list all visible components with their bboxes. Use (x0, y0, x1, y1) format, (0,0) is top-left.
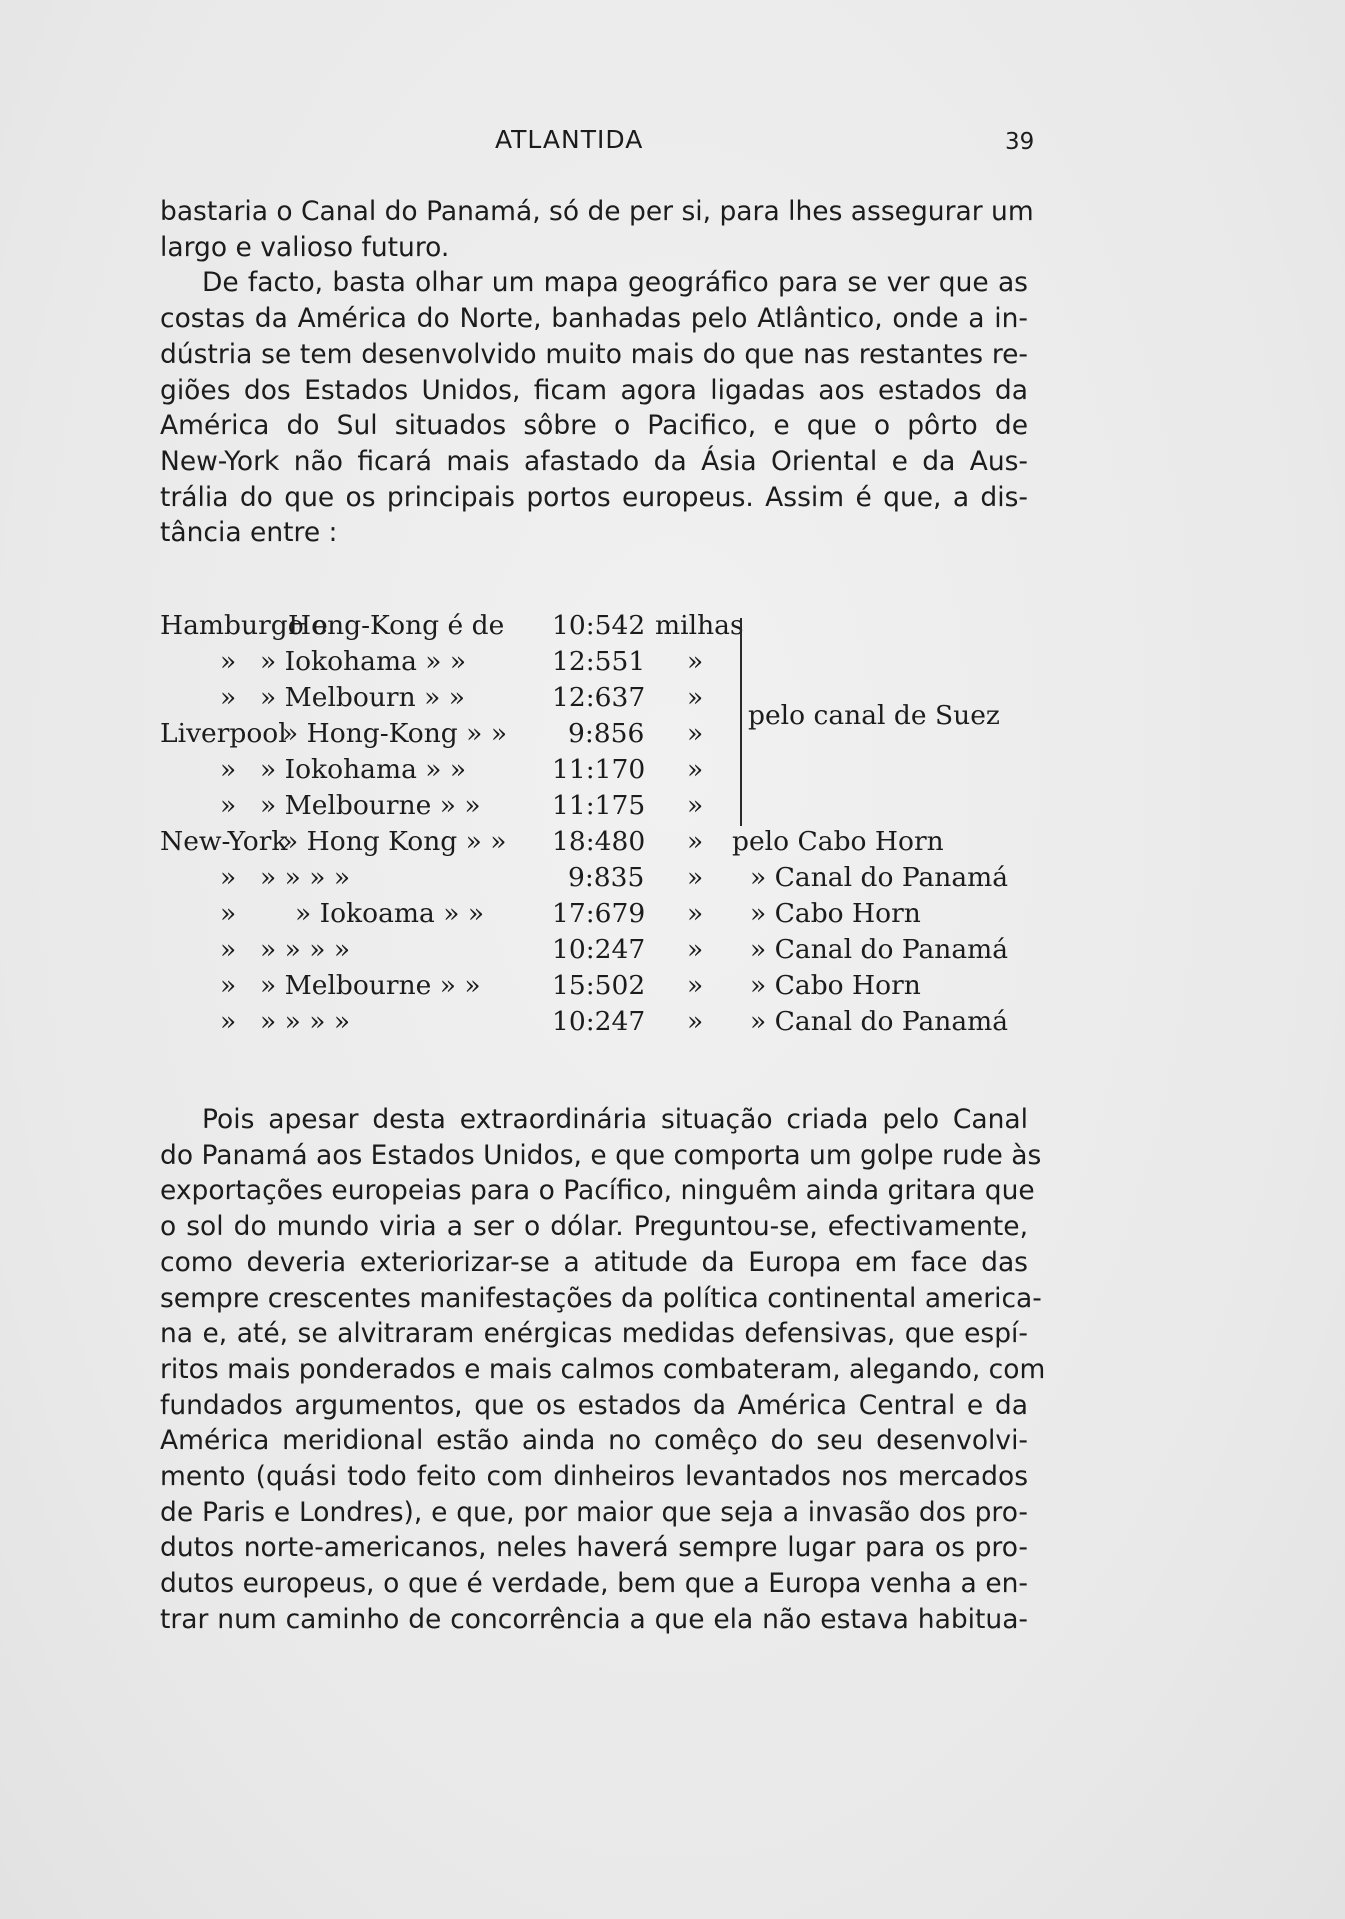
row-miles: 17:679 (552, 898, 646, 929)
row-destination: » Hong Kong » » (282, 826, 507, 857)
table-row (160, 862, 1040, 898)
row-miles: 9:835 (568, 862, 645, 893)
text-line: dutos norte-americanos, neles haverá sempre lugar para os pro- (160, 1532, 1028, 1564)
text-line: giões dos Estados Unidos, ficam agora ligadas aos estados da (160, 374, 1028, 406)
text-line: Pois apesar desta extraordinária situação criada pelo Canal (202, 1104, 1028, 1135)
row-route: » Cabo Horn (750, 970, 921, 1001)
text-line: o sol do mundo viria a ser o dólar. Preguntou-se, efectivamente, (160, 1211, 1028, 1243)
row-destination: » » » » (260, 934, 351, 965)
text-line: do Panamá aos Estados Unidos, e que comporta um golpe rude às (160, 1139, 1042, 1171)
table-row (160, 826, 1040, 862)
text-line: de Paris e Londres), e que, por maior que seja a invasão dos pro- (160, 1496, 1028, 1528)
row-origin: » (220, 970, 237, 1001)
row-miles: 10:542 (552, 610, 646, 641)
row-origin: » (220, 898, 237, 929)
row-origin: » (220, 646, 237, 677)
text-line: De facto, basta olhar um mapa geográfico para se ver que as (202, 267, 1028, 299)
row-unit: » (687, 682, 704, 713)
text-line: tância entre : (160, 517, 338, 549)
row-origin: Liverpool (160, 718, 287, 749)
row-route: » Cabo Horn (750, 898, 921, 929)
row-miles: 12:551 (552, 646, 646, 677)
row-unit: » (687, 718, 704, 749)
row-origin: » (220, 934, 237, 965)
paragraph-intro (160, 194, 1034, 551)
text-line: sempre crescentes manifestações da política continental america- (160, 1282, 1042, 1314)
row-unit: milhas (655, 610, 744, 641)
text-line: New-York não ficará mais afastado da Ásia Oriental e da Aus- (160, 445, 1028, 477)
row-unit: » (687, 1006, 704, 1037)
row-destination: » Iokohama » » (260, 754, 467, 785)
row-destination: » Melbourne » » (260, 790, 481, 821)
row-route: » Canal do Panamá (750, 862, 1009, 893)
row-unit: » (687, 754, 704, 785)
text-line: trália do que os principais portos europeus. Assim é que, a dis- (160, 481, 1028, 513)
text-line: na e, até, se alvitraram enérgicas medidas defensivas, que espí- (160, 1318, 1028, 1350)
row-unit: » (687, 898, 704, 929)
text-line: fundados argumentos, que os estados da América Central e da (160, 1389, 1028, 1421)
row-unit: » (687, 646, 704, 677)
row-origin: » (220, 790, 237, 821)
row-destination: » Melbourne » » (260, 970, 481, 1001)
table-row (160, 754, 1040, 790)
row-origin: » (220, 754, 237, 785)
row-miles: 12:637 (552, 682, 646, 713)
row-miles: 10:247 (552, 934, 646, 965)
row-unit: » (687, 826, 704, 857)
text-line: exportações europeias para o Pacífico, ninguêm ainda gritara que (160, 1175, 1035, 1207)
table-row (160, 934, 1040, 970)
row-destination: » Iokohama » » (260, 646, 467, 677)
row-route: » Canal do Panamá (750, 1006, 1009, 1037)
text-line: dústria se tem desenvolvido muito mais do que nas restantes re- (160, 338, 1028, 370)
row-miles: 15:502 (552, 970, 646, 1001)
text-line: largo e valioso futuro. (160, 231, 450, 263)
row-unit: » (687, 862, 704, 893)
row-destination: » » » » (260, 1006, 351, 1037)
row-unit: » (687, 970, 704, 1001)
running-title: ATLANTIDA (495, 125, 644, 154)
row-origin: » (220, 1006, 237, 1037)
text-line: bastaria o Canal do Panamá, só de per si, para lhes assegurar um (160, 196, 1034, 227)
table-row (160, 898, 1040, 934)
row-miles: 11:170 (552, 754, 646, 785)
text-line: ritos mais ponderados e mais calmos combateram, alegando, com (160, 1353, 1046, 1385)
suez-route-label: pelo canal de Suez (748, 700, 1000, 731)
table-row (160, 970, 1040, 1006)
text-line: América do Sul situados sôbre o Pacifico, e que o pôrto de (160, 410, 1028, 442)
row-miles: 9:856 (568, 718, 645, 749)
row-destination: Hong-Kong é de (288, 610, 505, 641)
text-line: costas da América do Norte, banhadas pelo Atlântico, onde a in- (160, 303, 1028, 335)
row-destination: » Hong-Kong » » (282, 718, 508, 749)
row-miles: 11:175 (552, 790, 646, 821)
row-destination: » » » » (260, 862, 351, 893)
page-number: 39 (1005, 129, 1035, 155)
row-origin: New-York (160, 826, 288, 857)
text-line: América meridional estão ainda no comêço do seu desenvolvi- (160, 1425, 1028, 1457)
row-origin: Hamburgo e (160, 610, 328, 641)
table-row (160, 646, 1040, 682)
row-unit: » (687, 790, 704, 821)
table-row (160, 790, 1040, 826)
row-miles: 18:480 (552, 826, 646, 857)
row-destination: » Melbourn » » (260, 682, 465, 713)
row-destination: » Iokoama » » (295, 898, 485, 929)
row-route: » Canal do Panamá (750, 934, 1009, 965)
table-row (160, 610, 1040, 646)
text-line: trar num caminho de concorrência a que ela não estava habitua- (160, 1603, 1028, 1635)
distance-table (160, 610, 1040, 1050)
row-miles: 10:247 (552, 1006, 646, 1037)
text-line: dutos europeus, o que é verdade, bem que a Europa venha a en- (160, 1568, 1028, 1600)
row-unit: » (687, 934, 704, 965)
page-header (0, 125, 1345, 165)
table-row (160, 1006, 1040, 1042)
row-origin: » (220, 862, 237, 893)
text-line: como deveria exteriorizar-se a atitude da Europa em face das (160, 1246, 1028, 1278)
text-line: mento (quási todo feito com dinheiros levantados nos mercados (160, 1461, 1028, 1493)
paragraph-main (160, 1102, 1046, 1638)
row-origin: » (220, 682, 237, 713)
row-route: pelo Cabo Horn (732, 826, 944, 857)
